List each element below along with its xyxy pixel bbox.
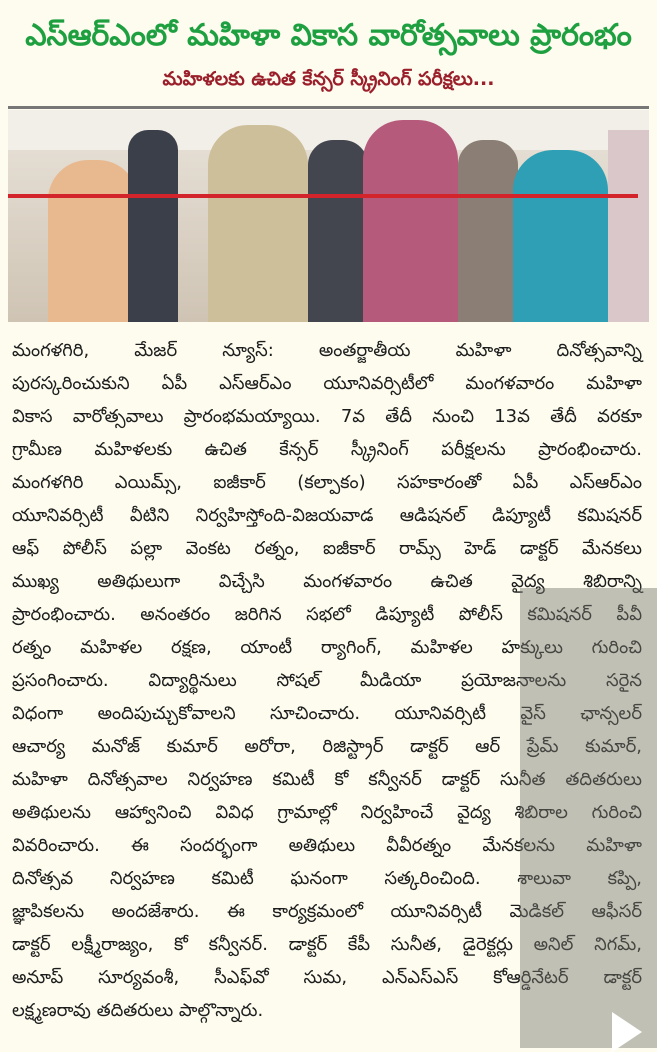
photo-person	[363, 120, 458, 322]
body-line: వివరించారు. ఈ సందర్భంగా అతిథులు వీవీరత్నం మేనకలను మహిళా	[12, 835, 642, 856]
body-line: రత్నం మహిళల రక్షణ, యాంటీ ర్యాగింగ్, మహిళల హక్కులు గురించి	[12, 637, 642, 658]
body-line: అతిథులను ఆహ్వానించి వివిధ గ్రామాల్లో నిర్వహించే వైద్య శిబిరాల గురించి	[12, 802, 642, 823]
shadow-overlay	[520, 588, 657, 1048]
body-line: గ్రామీణ మహిళలకు ఉచిత కేన్సర్ స్క్రీనింగ్ పరీక్షలను ప్రారంభించారు.	[12, 439, 642, 460]
body-line: ముఖ్య అతిథులుగా విచ్చేసి మంగళవారం ఉచిత వైద్య శిబిరాన్ని	[12, 571, 642, 592]
news-photo-ribbon-cutting	[8, 110, 649, 322]
body-line: జ్ఞాపికలను అందజేశారు. ఈ కార్యక్రమంలో యూనివర్సిటీ మెడికల్ ఆఫీసర్	[12, 901, 642, 922]
body-line: ప్రసంగించారు. విద్యార్థినులు సోషల్ మీడియా ప్రయోజనాలను సరైన	[12, 670, 642, 691]
body-line: పురస్కరించుకుని ఏపీ ఎస్ఆర్ఎం యూనివర్సిటీలో మంగళవారం మహిళా	[12, 373, 642, 394]
body-line: ఆచార్య మనోజ్ కుమార్ అరోరా, రిజిస్ట్రార్ డాక్టర్ ఆర్ ప్రేమ్ కుమార్,	[12, 736, 642, 757]
body-line: ప్రారంభించారు. అనంతరం జరిగిన సభలో డిప్యూటీ పోలీస్ కమిషనర్ పీవీ	[12, 604, 642, 625]
photo-person	[48, 160, 138, 322]
photo-person	[458, 140, 518, 322]
body-line: వికాస వారోత్సవాలు ప్రారంభమయ్యాయి. 7వ తేదీ నుంచి 13వ తేదీ వరకూ	[12, 406, 642, 427]
play-triangle-icon	[612, 1012, 642, 1052]
photo-person	[128, 130, 178, 322]
subheadline: మహిళలకు ఉచిత కేన్సర్ స్క్రీనింగ్ పరీక్షలు...	[162, 68, 495, 90]
body-line: దినోత్సవ నిర్వహణ కమిటీ ఘనంగా సత్కరించింది. శాలువా కప్పి,	[12, 868, 642, 889]
body-line: విధంగా అందిపుచ్చుకోవాలని సూచించారు. యూనివర్సిటీ వైస్ ఛాన్సలర్	[12, 703, 642, 724]
photo-person	[208, 125, 308, 322]
body-line: మహిళా దినోత్సవాల నిర్వహణ కమిటీ కో కన్వీనర్ డాక్టర్ సునీత తదితరులు	[12, 769, 642, 790]
body-line: యూనివర్సిటీ వీటిని నిర్వహిస్తోంది-విజయవాడ ఆడిషనల్ డిప్యూటీ కమిషనర్	[12, 505, 642, 526]
photo-person	[513, 150, 608, 322]
headline: ఎస్ఆర్ఎంలో మహిళా వికాస వారోత్సవాలు ప్రారంభం	[25, 18, 632, 53]
photo-person	[608, 130, 649, 322]
body-line: ఆఫ్ పోలీస్ పల్లా వెంకట రత్నం, ఐజీకార్ రామ్స్ హెడ్ డాక్టర్ మేనకలు	[12, 538, 642, 559]
divider	[8, 106, 649, 109]
red-ribbon	[8, 194, 638, 198]
body-line: మంగళగిరి ఎయిమ్స్, ఐజీకార్ (కల్పాకం) సహకారంతో ఏపీ ఎస్ఆర్ఎం	[12, 472, 642, 493]
photo-person	[308, 140, 368, 322]
body-line: లక్ష్మణరావు తదితరులు పాల్గొన్నారు.	[12, 1000, 264, 1021]
body-line: డాక్టర్ లక్ష్మీరాజ్యం, కో కన్వీనర్. డాక్టర్ కేపీ సునీత, డైరెక్టర్లు అనిల్ నిగమ్,	[12, 934, 642, 955]
body-line: మంగళగిరి, మేజర్ న్యూస్: అంతర్జాతీయ మహిళా దినోత్సవాన్ని	[12, 340, 642, 361]
body-line: అనూప్ సూర్యవంశీ, సీఎఫ్‌వో సుమ, ఎన్ఎస్ఎస్ కోఆర్డినేటర్ డాక్టర్	[12, 967, 642, 988]
